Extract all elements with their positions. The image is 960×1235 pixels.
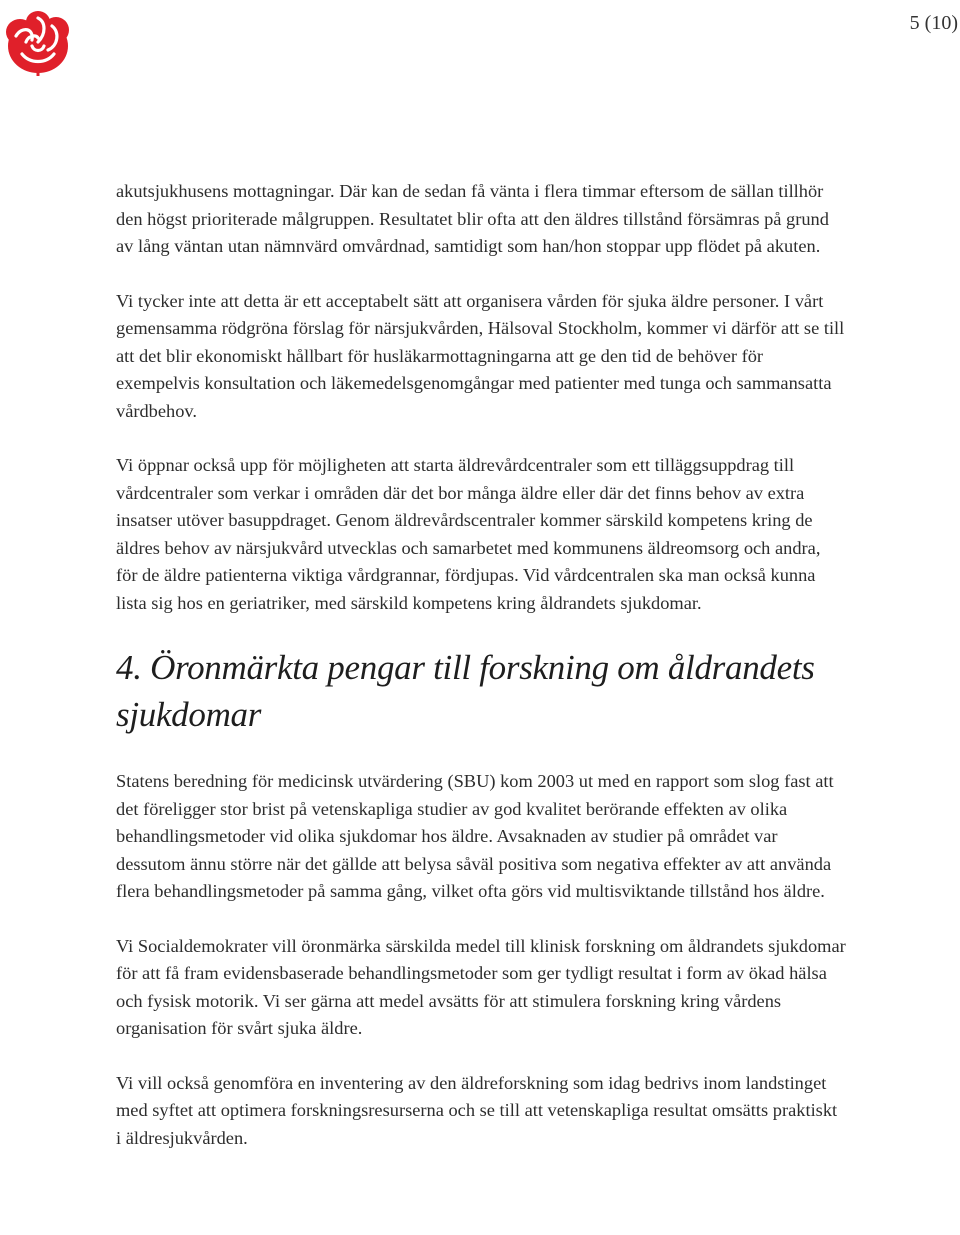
rose-icon (2, 6, 74, 78)
page-number: 5 (10) (909, 12, 958, 34)
paragraph-5: Vi Socialdemokrater vill öronmärka särskilda medel till klinisk forskning om åldrandets sjukdomar för att få fram evidensbaserade behandlingsmetoder som ger tydligt resultat i form av ökad hälsa och fysisk motorik. Vi ser gärna att medel avsätts för att stimulera forskning kring vårdens organisation för svårt sjuka äldre. (116, 935, 846, 1038)
paragraph-4: Statens beredning för medicinsk utvärdering (SBU) kom 2003 ut med en rapport som slog fast att det föreligger stor brist på vetenskapliga studier av god kvalitet berörande effekten av olika behandlingsmetoder vid olika sjukdomar hos äldre. Avsaknaden av studier på området var dessutom ännu större när det gällde att belysa såväl positiva som negativa effekter av att använda flera behandlingsmetoder på samma gång, vilket ofta görs vid multisviktande tillstånd hos äldre. (116, 771, 834, 901)
party-rose-logo (2, 6, 74, 78)
paragraph-6: Vi vill också genomföra en inventering av den äldreforskning som idag bedrivs inom landstinget med syftet att optimera forskningsresurserna och se till att vetenskapliga resultat omsätts praktiskt i äldresjukvården. (116, 1072, 838, 1148)
document-body (116, 178, 846, 1179)
paragraph-2: Vi tycker inte att detta är ett acceptabelt sätt att organisera vården för sjuka äldre personer. I vårt gemensamma rödgröna förslag för närsjukvården, Hälsoval Stockholm, kommer vi därför att se till att det blir ekonomiskt hållbart för husläkarmottagningarna att ge den tid de behöver för exempelvis konsultation och läkemedelsgenomgångar med patienter med tunga och sammansatta vårdbehov. (116, 290, 845, 421)
paragraph-1: akutsjukhusens mottagningar. Där kan de sedan få vänta i flera timmar eftersom de sällan tillhör den högst prioriterade målgruppen. Resultatet blir ofta att den äldres tillstånd försämras på grund av lång väntan utan nämnvärd omvårdnad, samtidigt som han/hon stoppar upp flödet på akuten. (116, 181, 829, 256)
paragraph-3: Vi öppnar också upp för möjligheten att starta äldrevårdcentraler som ett tilläggsuppdrag till vårdcentraler som verkar i områden där det bor många äldre eller där det finns behov av extra insatser utöver basuppdraget. Genom äldrevårdscentraler kommer särskild kompetens kring de äldres behov av närsjukvård utvecklas och samarbetet med kommunens äldreomsorg och andra, för de äldre patienterna viktiga vårdgrannar, fördjupas. Vid vårdcentralen ska man också kunna lista sig hos en geriatriker, med särskild kompetens kring åldrandets sjukdomar. (116, 455, 821, 613)
section-heading: 4. Öronmärkta pengar till forskning om åldrandets sjukdomar (116, 648, 815, 734)
